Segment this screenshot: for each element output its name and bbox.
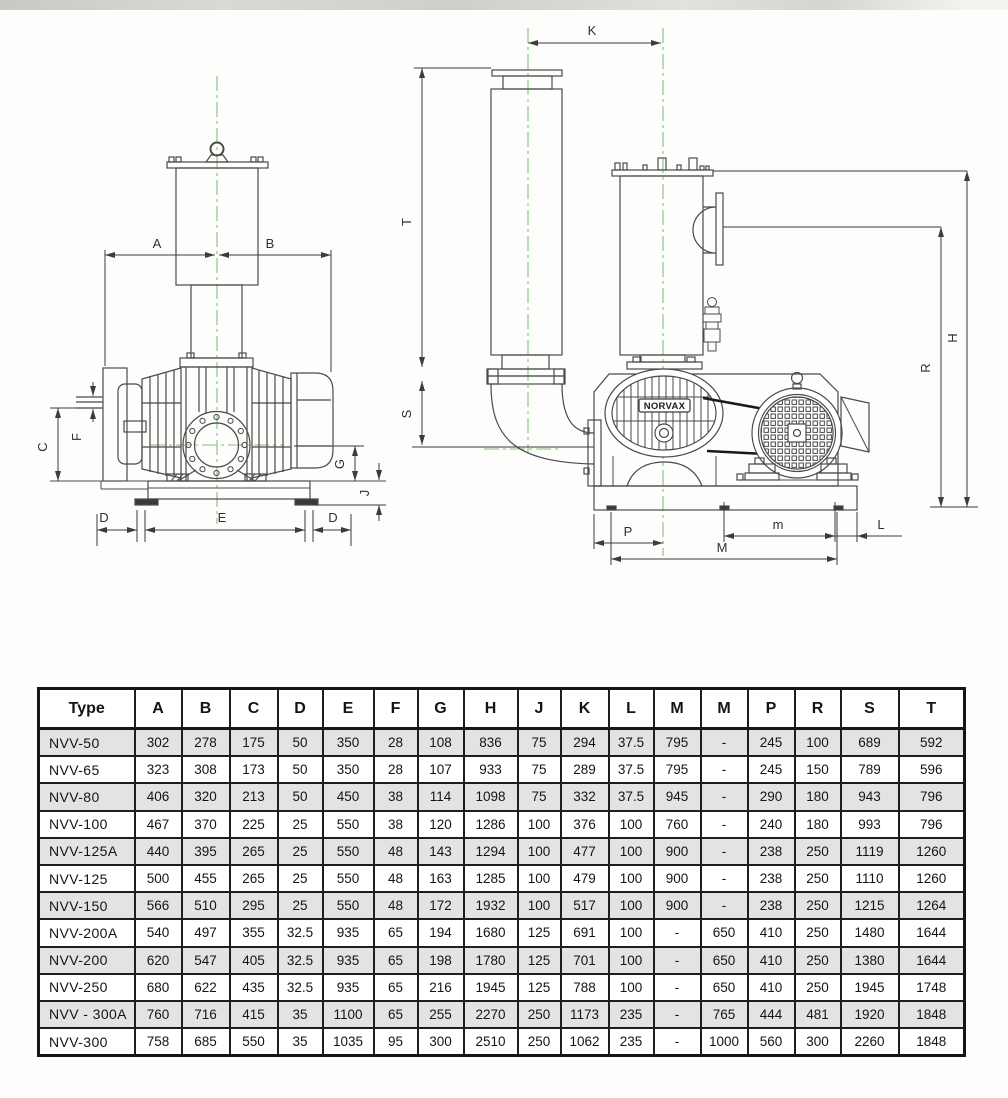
value-cell: 622 (182, 974, 230, 1001)
value-cell: - (654, 974, 701, 1001)
value-cell: 235 (609, 1001, 654, 1028)
value-cell: 238 (748, 865, 795, 892)
value-cell: 25 (278, 838, 323, 865)
value-cell: 596 (899, 756, 965, 783)
value-cell: 1285 (464, 865, 518, 892)
value-cell: 48 (374, 865, 418, 892)
value-cell: 180 (795, 783, 841, 810)
value-cell: 900 (654, 838, 701, 865)
value-cell: 701 (561, 947, 609, 974)
column-header: G (418, 689, 464, 729)
value-cell: 935 (323, 947, 374, 974)
value-cell: 560 (748, 1028, 795, 1056)
value-cell: 350 (323, 729, 374, 757)
value-cell: 2270 (464, 1001, 518, 1028)
value-cell: 993 (841, 811, 899, 838)
dim-label-m-small: m (772, 517, 784, 532)
table-row (39, 1028, 965, 1056)
value-cell: 125 (518, 974, 561, 1001)
dim-label-p: P (623, 524, 633, 539)
table-header-row (39, 689, 965, 729)
inlet-box (76, 368, 127, 481)
relief-valve (703, 298, 721, 352)
value-cell: 265 (230, 838, 278, 865)
base-front (50, 481, 386, 505)
value-cell: 100 (609, 919, 654, 946)
value-cell: 216 (418, 974, 464, 1001)
table-row (39, 838, 965, 865)
value-cell: 481 (795, 1001, 841, 1028)
value-cell: - (701, 892, 748, 919)
value-cell: 435 (230, 974, 278, 1001)
value-cell: 255 (418, 1001, 464, 1028)
value-cell: 290 (748, 783, 795, 810)
value-cell: 547 (182, 947, 230, 974)
value-cell: 245 (748, 729, 795, 757)
value-cell: 125 (518, 947, 561, 974)
column-header: F (374, 689, 418, 729)
dim-label-f: F (69, 433, 84, 441)
value-cell: 50 (278, 729, 323, 757)
value-cell: 320 (182, 783, 230, 810)
value-cell: 38 (374, 811, 418, 838)
value-cell: 250 (795, 838, 841, 865)
value-cell: 250 (518, 1028, 561, 1056)
value-cell: 180 (795, 811, 841, 838)
value-cell: 1098 (464, 783, 518, 810)
inlet-silencer-side (612, 158, 723, 369)
type-cell: NVV-300 (39, 1028, 135, 1056)
dim-label-s: S (399, 409, 414, 419)
dim-label-g: G (332, 458, 347, 470)
value-cell: 1260 (899, 838, 965, 865)
value-cell: 250 (795, 974, 841, 1001)
dim-label-k: K (587, 23, 597, 38)
value-cell: 410 (748, 919, 795, 946)
value-cell: 25 (278, 892, 323, 919)
value-cell: 125 (518, 919, 561, 946)
value-cell: - (701, 729, 748, 757)
value-cell: 943 (841, 783, 899, 810)
value-cell: 48 (374, 838, 418, 865)
value-cell: 620 (135, 947, 182, 974)
value-cell: 410 (748, 974, 795, 1001)
column-header: E (323, 689, 374, 729)
value-cell: 289 (561, 756, 609, 783)
value-cell: 395 (182, 838, 230, 865)
value-cell: 497 (182, 919, 230, 946)
table-row (39, 783, 965, 810)
value-cell: 355 (230, 919, 278, 946)
blower-body-front (118, 353, 333, 481)
elbow-pipe (491, 384, 594, 464)
value-cell: 1945 (464, 974, 518, 1001)
front-dimensions (50, 250, 386, 546)
value-cell: 455 (182, 865, 230, 892)
value-cell: 1264 (899, 892, 965, 919)
value-cell: 689 (841, 729, 899, 757)
dim-label-d-right: D (328, 510, 338, 525)
value-cell: 35 (278, 1028, 323, 1056)
value-cell: 250 (795, 919, 841, 946)
value-cell: - (701, 865, 748, 892)
value-cell: 650 (701, 919, 748, 946)
value-cell: 550 (323, 811, 374, 838)
dim-label-d-left: D (99, 510, 109, 525)
value-cell: 323 (135, 756, 182, 783)
type-cell: NVV-50 (39, 729, 135, 757)
brand-logo-text: NORVAX (643, 401, 686, 412)
value-cell: 1294 (464, 838, 518, 865)
base-frame-side (594, 486, 857, 510)
table-row (39, 865, 965, 892)
type-cell: NVV-100 (39, 811, 135, 838)
column-header: Type (39, 689, 135, 729)
value-cell: 48 (374, 892, 418, 919)
value-cell: 836 (464, 729, 518, 757)
value-cell: 540 (135, 919, 182, 946)
value-cell: - (701, 838, 748, 865)
type-cell: NVV-150 (39, 892, 135, 919)
value-cell: 250 (518, 1001, 561, 1028)
value-cell: 173 (230, 756, 278, 783)
type-cell: NVV-200 (39, 947, 135, 974)
value-cell: 28 (374, 756, 418, 783)
value-cell: 300 (418, 1028, 464, 1056)
value-cell: 1215 (841, 892, 899, 919)
value-cell: 25 (278, 811, 323, 838)
value-cell: 467 (135, 811, 182, 838)
value-cell: 100 (795, 729, 841, 757)
value-cell: 250 (795, 892, 841, 919)
value-cell: 550 (230, 1028, 278, 1056)
table-row (39, 892, 965, 919)
value-cell: 65 (374, 947, 418, 974)
value-cell: 100 (609, 892, 654, 919)
front-view (35, 76, 386, 546)
value-cell: 510 (182, 892, 230, 919)
discharge-silencer (487, 70, 565, 384)
value-cell: 517 (561, 892, 609, 919)
discharge-flange-dome (693, 207, 716, 253)
value-cell: 75 (518, 729, 561, 757)
value-cell: 1480 (841, 919, 899, 946)
value-cell: 900 (654, 865, 701, 892)
value-cell: - (654, 947, 701, 974)
table-row (39, 1001, 965, 1028)
value-cell: 450 (323, 783, 374, 810)
value-cell: 680 (135, 974, 182, 1001)
value-cell: 796 (899, 783, 965, 810)
value-cell: 1680 (464, 919, 518, 946)
value-cell: 37.5 (609, 729, 654, 757)
column-header: T (899, 689, 965, 729)
value-cell: 933 (464, 756, 518, 783)
type-cell: NVV - 300A (39, 1001, 135, 1028)
column-header: A (135, 689, 182, 729)
column-header: D (278, 689, 323, 729)
value-cell: 265 (230, 865, 278, 892)
value-cell: 1780 (464, 947, 518, 974)
value-cell: 100 (609, 974, 654, 1001)
value-cell: 194 (418, 919, 464, 946)
value-cell: 650 (701, 947, 748, 974)
value-cell: 95 (374, 1028, 418, 1056)
dimension-table-container (37, 687, 966, 1057)
value-cell: 100 (609, 838, 654, 865)
value-cell: 1100 (323, 1001, 374, 1028)
value-cell: 213 (230, 783, 278, 810)
value-cell: 278 (182, 729, 230, 757)
dim-label-j: J (357, 489, 372, 497)
value-cell: 758 (135, 1028, 182, 1056)
column-header: K (561, 689, 609, 729)
value-cell: 100 (518, 811, 561, 838)
value-cell: 143 (418, 838, 464, 865)
value-cell: 370 (182, 811, 230, 838)
value-cell: 550 (323, 892, 374, 919)
value-cell: 1173 (561, 1001, 609, 1028)
value-cell: 65 (374, 974, 418, 1001)
dim-label-m-big: M (716, 540, 728, 555)
column-header: M (654, 689, 701, 729)
value-cell: 900 (654, 892, 701, 919)
value-cell: 250 (795, 947, 841, 974)
value-cell: 1848 (899, 1001, 965, 1028)
value-cell: 1380 (841, 947, 899, 974)
value-cell: 550 (323, 865, 374, 892)
value-cell: 108 (418, 729, 464, 757)
value-cell: 685 (182, 1028, 230, 1056)
value-cell: 114 (418, 783, 464, 810)
motor (737, 373, 869, 481)
value-cell: 691 (561, 919, 609, 946)
value-cell: 32.5 (278, 947, 323, 974)
value-cell: 302 (135, 729, 182, 757)
column-header: R (795, 689, 841, 729)
value-cell: 37.5 (609, 756, 654, 783)
value-cell: 1286 (464, 811, 518, 838)
value-cell: - (701, 811, 748, 838)
value-cell: 795 (654, 756, 701, 783)
dim-label-c: C (35, 442, 50, 452)
value-cell: 100 (518, 892, 561, 919)
value-cell: 440 (135, 838, 182, 865)
value-cell: 1748 (899, 974, 965, 1001)
value-cell: - (654, 919, 701, 946)
value-cell: 65 (374, 919, 418, 946)
value-cell: 1848 (899, 1028, 965, 1056)
type-cell: NVV-80 (39, 783, 135, 810)
value-cell: 1260 (899, 865, 965, 892)
column-header: J (518, 689, 561, 729)
value-cell: 945 (654, 783, 701, 810)
value-cell: 500 (135, 865, 182, 892)
value-cell: 332 (561, 783, 609, 810)
value-cell: 75 (518, 783, 561, 810)
value-cell: 295 (230, 892, 278, 919)
value-cell: - (701, 783, 748, 810)
value-cell: 198 (418, 947, 464, 974)
value-cell: 308 (182, 756, 230, 783)
blower-casing-oval (605, 369, 723, 457)
value-cell: 240 (748, 811, 795, 838)
value-cell: 50 (278, 756, 323, 783)
value-cell: 50 (278, 783, 323, 810)
value-cell: 406 (135, 783, 182, 810)
value-cell: 1110 (841, 865, 899, 892)
value-cell: 760 (135, 1001, 182, 1028)
type-cell: NVV-250 (39, 974, 135, 1001)
value-cell: 250 (795, 865, 841, 892)
value-cell: 1644 (899, 919, 965, 946)
column-header: C (230, 689, 278, 729)
value-cell: 235 (609, 1028, 654, 1056)
value-cell: 410 (748, 947, 795, 974)
column-header: L (609, 689, 654, 729)
dimension-table (37, 687, 966, 1057)
type-cell: NVV-125 (39, 865, 135, 892)
value-cell: 935 (323, 974, 374, 1001)
value-cell: 1920 (841, 1001, 899, 1028)
dim-label-e: E (217, 510, 227, 525)
value-cell: 32.5 (278, 974, 323, 1001)
value-cell: 550 (323, 838, 374, 865)
value-cell: 479 (561, 865, 609, 892)
value-cell: 294 (561, 729, 609, 757)
value-cell: 1644 (899, 947, 965, 974)
value-cell: 760 (654, 811, 701, 838)
value-cell: 566 (135, 892, 182, 919)
value-cell: - (654, 1001, 701, 1028)
value-cell: 2260 (841, 1028, 899, 1056)
dim-label-l: L (877, 517, 885, 532)
value-cell: 25 (278, 865, 323, 892)
value-cell: 100 (609, 947, 654, 974)
value-cell: 38 (374, 783, 418, 810)
value-cell: 650 (701, 974, 748, 1001)
value-cell: 1945 (841, 974, 899, 1001)
side-dimensions (412, 43, 978, 565)
table-row (39, 919, 965, 946)
table-row (39, 729, 965, 757)
table-row (39, 974, 965, 1001)
value-cell: 788 (561, 974, 609, 1001)
dim-label-r: R (918, 363, 933, 373)
type-cell: NVV-200A (39, 919, 135, 946)
value-cell: 175 (230, 729, 278, 757)
value-cell: 120 (418, 811, 464, 838)
value-cell: 107 (418, 756, 464, 783)
value-cell: 444 (748, 1001, 795, 1028)
value-cell: 789 (841, 756, 899, 783)
value-cell: 28 (374, 729, 418, 757)
value-cell: 150 (795, 756, 841, 783)
dim-label-t: T (399, 218, 414, 226)
value-cell: 32.5 (278, 919, 323, 946)
column-header: S (841, 689, 899, 729)
side-view (399, 23, 978, 565)
value-cell: 238 (748, 892, 795, 919)
value-cell: 765 (701, 1001, 748, 1028)
value-cell: 2510 (464, 1028, 518, 1056)
type-cell: NVV-65 (39, 756, 135, 783)
dim-label-h: H (945, 333, 960, 343)
value-cell: 163 (418, 865, 464, 892)
column-header: H (464, 689, 518, 729)
value-cell: 405 (230, 947, 278, 974)
value-cell: 1119 (841, 838, 899, 865)
value-cell: 37.5 (609, 783, 654, 810)
value-cell: 100 (518, 838, 561, 865)
table-row (39, 756, 965, 783)
value-cell: 300 (795, 1028, 841, 1056)
value-cell: 100 (609, 865, 654, 892)
dim-label-b: B (265, 236, 275, 251)
column-header: P (748, 689, 795, 729)
value-cell: - (654, 1028, 701, 1056)
value-cell: 415 (230, 1001, 278, 1028)
dim-label-a: A (152, 236, 162, 251)
value-cell: 350 (323, 756, 374, 783)
value-cell: 376 (561, 811, 609, 838)
value-cell: 172 (418, 892, 464, 919)
value-cell: 1035 (323, 1028, 374, 1056)
value-cell: 100 (609, 811, 654, 838)
value-cell: 75 (518, 756, 561, 783)
value-cell: 100 (518, 865, 561, 892)
column-header: M (701, 689, 748, 729)
value-cell: 1062 (561, 1028, 609, 1056)
value-cell: 1932 (464, 892, 518, 919)
value-cell: 1000 (701, 1028, 748, 1056)
value-cell: 245 (748, 756, 795, 783)
centerline (484, 28, 663, 556)
type-cell: NVV-125A (39, 838, 135, 865)
value-cell: 238 (748, 838, 795, 865)
value-cell: 716 (182, 1001, 230, 1028)
value-cell: 35 (278, 1001, 323, 1028)
table-row (39, 947, 965, 974)
value-cell: 65 (374, 1001, 418, 1028)
value-cell: 935 (323, 919, 374, 946)
column-header: B (182, 689, 230, 729)
value-cell: 477 (561, 838, 609, 865)
value-cell: 225 (230, 811, 278, 838)
value-cell: - (701, 756, 748, 783)
value-cell: 796 (899, 811, 965, 838)
value-cell: 592 (899, 729, 965, 757)
value-cell: 795 (654, 729, 701, 757)
table-row (39, 811, 965, 838)
